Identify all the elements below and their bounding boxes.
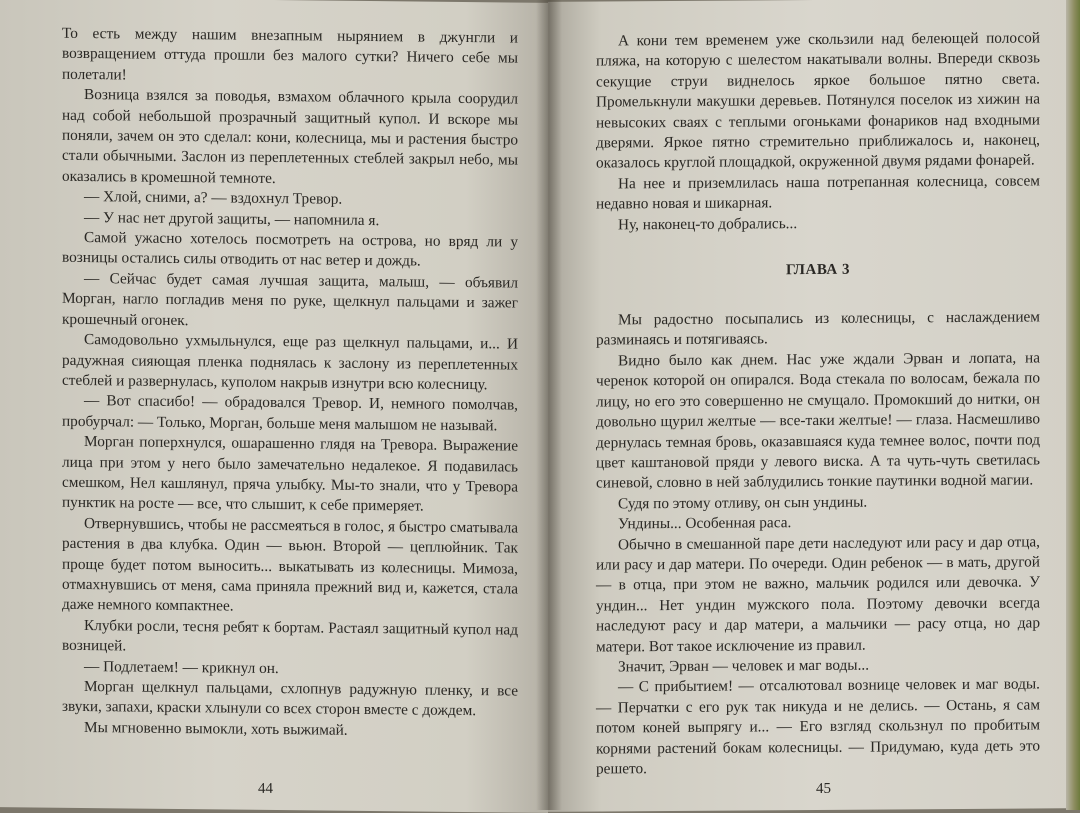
book-gutter — [536, 0, 562, 810]
paragraph: Значит, Эрван — человек и маг воды... — [618, 656, 870, 676]
paragraph: То есть между нашим внезапным нырянием в джунгли и возвращением оттуда прошли без малого сутки? Ничего себе мы полетали! — [62, 24, 518, 84]
paragraph: Отвернувшись, чтобы не рассмеяться в голос, я быстро сматывала растения в два клубка. Один — вьюн. Второй — цеплюйник. Так проще будет потом выносить... выкатывать из колесницы. Мимоза, отмахнувшись от меня, сама приняла прежний вид и, кажется, стала даже немного компактнее. — [62, 514, 518, 615]
paragraph: — С прибытием! — отсалютовал вознице человек и маг воды. — Перчатки с его рук так никуда и не делись. — Остань, я сам потом коней выпрягу и... — Его взгляд скользнул по пробитым корнями растений бокам колесницы. — Придумаю, куда деть это решето. — [596, 675, 1040, 778]
paragraph: Видно было как днем. Нас уже ждали Эрван и лопата, на черенок которой он опирался. Вода стекала по волосам, бежала по лицу, но его это совершенно не смущало. Промокший до нитки, он довольно щурил желтые — все-таки желтые! — глаза. Насмешливо дернулась темная бровь, оказавшаяся куда темнее волос, почти под цвет каштановой пряди у левого виска. А та чуть-чуть светилась синевой, словно в ней заблудились тонкие паутинки водной магии. — [596, 349, 1040, 492]
paragraph: На нее и приземлилась наша потрепанная колесница, совсем недавно новая и шикарная. — [596, 172, 1040, 213]
page-number-right: 45 — [816, 780, 831, 797]
paragraph: Обычно в смешанной паре дети наследуют или расу и дар отца, или расу и дар матери. По очереди. Один ребенок — в мать, другой — в отца, при этом не важно, мальчик родился или девочка. У ундин... Нет ундин мужского пола. Поэтому девочки всегда наследуют расу и дар матери, а мальчики — расу отца, но дар матери. Вот такое исключение из правил. — [596, 532, 1040, 656]
paragraph: — Хлой, сними, а? — вздохнул Тревор. — [84, 188, 343, 208]
paragraph: Возница взялся за поводья, взмахом облачного крыла соорудил над собой небольшой прозрачный защитный купол. И вскоре мы поняли, зачем он это сделал: кони, колесница, мы и растения быстро стали обычными. Заслон из переплетенных стеблей закрыл небо, мы оказались в кромешной темноте. — [62, 86, 518, 187]
right-page-text — [596, 28, 1040, 780]
paragraph: — Вот спасибо! — обрадовался Тревор. И, немного помолчав, пробурчал: — Только, Морган, больше меня малышом не называй. — [62, 392, 518, 435]
paragraph: Ундины... Особенная раса. — [618, 514, 792, 533]
left-page-text — [62, 24, 518, 743]
paragraph: Судя по этому отливу, он сын ундины. — [618, 493, 868, 513]
paragraph: Самодовольно ухмыльнулся, еще раз щелкнул пальцами, и... И радужная сияющая пленка поднялась к заслону из переплетенных стеблей и развернулась, куполом накрыв изнутри всю колесницу. — [62, 331, 518, 394]
paragraph: Морган поперхнулся, ошарашенно глядя на Тревора. Выражение лица при этом у него было замечательно недалекое. Я подавилась смешком, Нел кашлянул, пряча улыбку. Мы-то знали, что у Тревора пунктик на росте — все, что слышит, к себе примеряет. — [62, 433, 518, 515]
paragraph: Клубки росли, тесня ребят к бортам. Растаял защитный купол над возницей. — [62, 616, 518, 655]
chapter-heading: ГЛАВА 3 — [786, 261, 850, 279]
paragraph: — У нас нет другой защиты, — напомнила я. — [84, 208, 380, 229]
paragraph: — Подлетаем! — крикнул он. — [84, 657, 279, 677]
paragraph: А кони тем временем уже скользили над белеющей полосой пляжа, на которую с шелестом накатывали волны. Впереди сквозь секущие струи виднелось яркое большое пятно света. Промелькнули макушки деревьев. Потянулся поселок из хижин на невысоких сваях с теплыми огоньками фонариков над входными дверями. Яркое пятно стремительно приближалось и, наконец, оказалось круглой площадкой, окруженной двумя рядами фонарей. — [596, 29, 1040, 172]
paragraph: Мы мгновенно вымокли, хоть выжимай. — [84, 718, 348, 739]
paragraph: — Сейчас будет самая лучшая защита, малыш, — объявил Морган, нагло погладив меня по руке, щелкнул пальцами и зажег крошечный огонек. — [62, 269, 518, 329]
page-number-left: 44 — [258, 780, 273, 797]
paragraph: Самой ужасно хотелось посмотреть на острова, но вряд ли у возницы остались силы отводить от нас ветер и дождь. — [62, 229, 518, 271]
paragraph: Морган щелкнул пальцами, схлопнув радужную пленку, и все звуки, запахи, краски хлынули со всех сторон вместе с дождем. — [62, 678, 518, 720]
background-edge — [1066, 0, 1080, 810]
right-page — [548, 0, 1080, 812]
paragraph: Мы радостно посыпались из колесницы, с наслаждением разминаясь и потягиваясь. — [596, 308, 1040, 349]
paragraph: Ну, наконец-то добрались... — [618, 214, 798, 234]
